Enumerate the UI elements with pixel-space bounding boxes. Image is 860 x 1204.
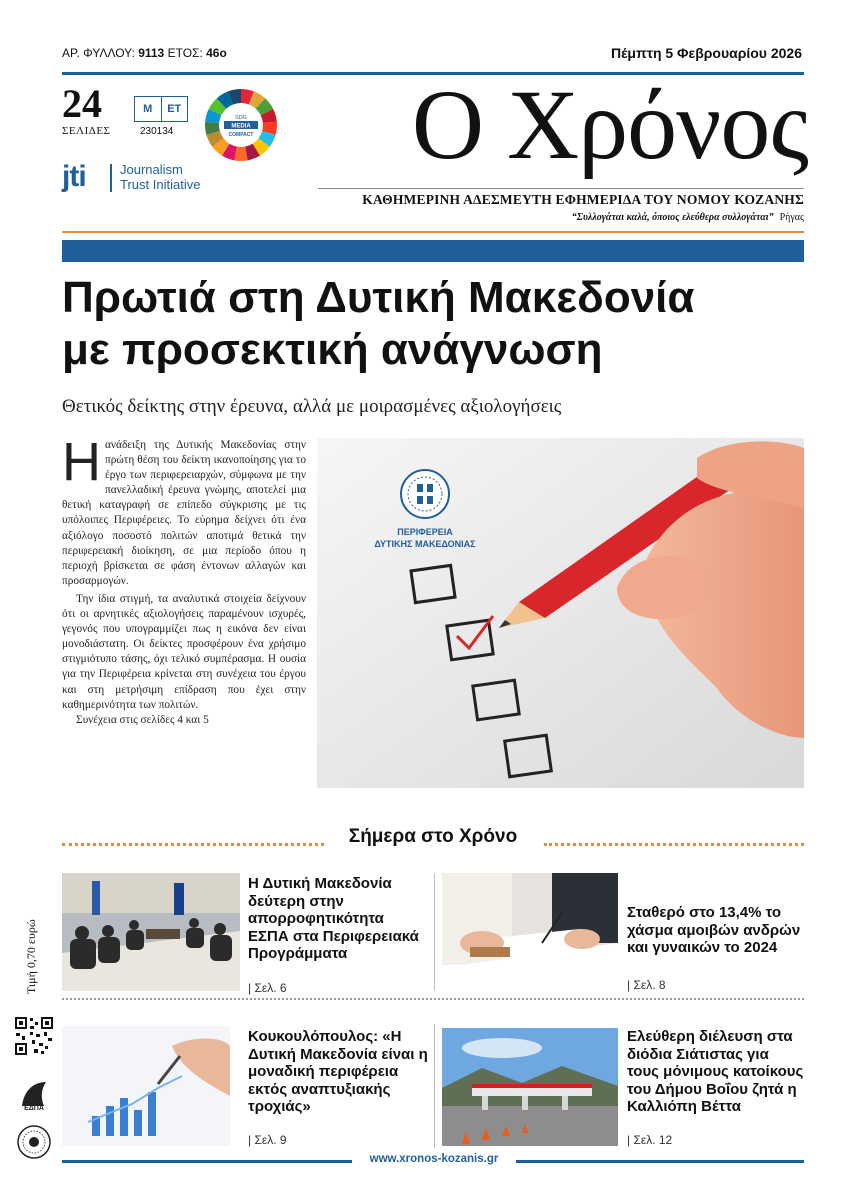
article-paragraph-1-text: ανάδειξη της Δυτικής Μακεδονίας στην πρώτη θέση του δείκτη ικανοποίησης για το έργο των περιφερειαρχών, σύμφωνα με την πανελλαδική έρευνα γνώμης, αποτελεί μια θετική καταγραφή σε επίπεδο σύγκρισης με τις υπόλοιπες Περιφέρειες. Το εύρημα δείχνει ότι ένα αξιόλογο ποσοστό πολιτών αποτιμά θετικά την περιφερειακή διοίκηση, σε μια περίοδο όπου η περιοχή βρίσκεται σε φάση έντονων αλλαγών και προσαρμογών.: [62, 439, 306, 587]
article-paragraph-2: Την ίδια στιγμή, τα αναλυτικά στοιχεία δείχνουν ότι οι αρνητικές αξιολογήσεις παραμένουν ισχυρές, γεγονός που υπογραμμίζει πως η εικόνα δεν είναι μονοδιάστατη. Οι δείκτες προσφέρουν ένα χρήσιμο στιγμιότυπο τάσης, όχι τελικό συμπέρασμα. Η ουσία για την Περιφέρεια κρίνεται στη συνέχεια του έργου και στη μετρήσιμη επίδραση που έχει στην καθημερινότητα των πολιτών.: [62, 592, 306, 711]
issue-number: 9113: [138, 46, 165, 60]
story-2-photo[interactable]: [442, 873, 618, 965]
lead-article: [62, 432, 306, 728]
footer-rule-right: [516, 1160, 804, 1163]
title-underline: [318, 188, 804, 189]
stories-row-divider: [62, 998, 804, 1000]
met-logo: [134, 96, 188, 122]
headline-line1: Πρωτιά στη Δυτική Μακεδονία: [62, 273, 695, 322]
lead-photo: [317, 438, 804, 788]
pages-label: ΣΕΛΙΔΕΣ: [62, 125, 111, 137]
price-text: Τιμή 0,70 ευρώ: [24, 919, 38, 994]
met-left-text: Μ: [143, 103, 153, 115]
jti-divider: [110, 164, 112, 192]
jti-line2: Trust Initiative: [120, 177, 201, 192]
met-right-text: ΕΤ: [161, 97, 188, 121]
story-3-page[interactable]: | Σελ. 9: [248, 1133, 287, 1147]
headline-line2: με προσεκτική ανάγνωση: [62, 325, 603, 374]
story-2-title[interactable]: Σταθερό στο 13,4% το χάσμα αμοιβών ανδρών και γυναικών το 2024: [627, 904, 801, 956]
story-divider-bottom: [434, 1024, 435, 1148]
story-1-title[interactable]: Η Δυτική Μακεδονία δεύτερη στην απορροφητικότητα ΕΣΠΑ στα Περιφερειακά Προγράμματα: [248, 875, 419, 962]
lead-headline: [62, 272, 804, 376]
round-seal-icon: [16, 1124, 52, 1160]
met-code: 230134: [140, 126, 174, 137]
toll-station-image: [442, 1028, 618, 1146]
article-continued: Συνέχεια στις σελίδες 4 και 5: [76, 713, 209, 726]
issue-info: [62, 46, 227, 60]
newspaper-motto: [318, 212, 804, 223]
jti-mark: jti: [62, 160, 86, 193]
checklist-pencil-illustration: [317, 438, 804, 788]
story-3-title[interactable]: Κουκουλόπουλος: «Η Δυτική Μακεδονία είναι η μοναδική περιφέρεια εκτός αναπτυξιακής τροχιάς»: [248, 1028, 428, 1115]
lead-subheadline: Θετικός δείκτης στην έρευνα, αλλά με μοιρασμένες αξιολογήσεις: [62, 396, 562, 417]
pages-count: 24: [62, 81, 102, 126]
charts-report-image: [62, 1026, 230, 1146]
signing-document-image: [442, 873, 618, 965]
story-divider-top: [434, 873, 435, 991]
story-3-photo[interactable]: [62, 1026, 230, 1146]
sdg-media-compact-logo: [204, 88, 278, 162]
qr-code-icon[interactable]: [14, 1016, 54, 1056]
sdg-line3: COMPACT: [228, 132, 254, 138]
jti-line1: Journalism: [120, 162, 183, 177]
masthead-rule: [62, 231, 804, 233]
greek-emblem-icon: [401, 470, 449, 518]
issue-label: ΑΡ. ΦΥΛΛΟΥ:: [62, 46, 135, 60]
motto-quote: “Συλλογάται καλά, όποιος ελεύθερα συλλογάται”: [571, 212, 774, 223]
year-number: 46ο: [206, 46, 227, 60]
motto-author: Ρήγας: [779, 212, 804, 223]
sdg-line2: MEDIA: [231, 123, 251, 130]
newspaper-title: Ο Χρόνος: [411, 69, 808, 180]
year-label: ΕΤΟΣ:: [167, 46, 203, 60]
article-paragraph-1: [62, 432, 306, 589]
story-4-page[interactable]: | Σελ. 12: [627, 1133, 673, 1147]
edpa-text: ΕΔΠΑ: [24, 1105, 44, 1112]
meeting-photo-image: [62, 873, 240, 991]
jti-logo: [62, 160, 262, 196]
story-2-page[interactable]: | Σελ. 8: [627, 978, 666, 992]
drop-cap: Η: [62, 432, 101, 492]
price-label: [20, 874, 40, 994]
newspaper-subtitle: ΚΑΘΗΜΕΡΙΝΗ ΑΔΕΣΜΕΥΤΗ ΕΦΗΜΕΡΙΔΑ ΤΟΥ ΝΟΜΟΥ ΚΟΖΑΝΗΣ: [362, 192, 804, 207]
photo-label-line1: ΠΕΡΙΦΕΡΕΙΑ: [397, 527, 453, 537]
headline-band: [62, 240, 804, 262]
section-title-text: Σήμερα στο Χρόνο: [337, 826, 529, 847]
footer-rule-left: [62, 1160, 352, 1163]
sdg-line1: SDG: [235, 115, 247, 121]
edpa-logo: [16, 1076, 52, 1112]
story-4-photo[interactable]: [442, 1028, 618, 1146]
website-link[interactable]: www.xronos-kozanis.gr: [369, 1153, 499, 1165]
section-title: [62, 826, 804, 848]
issue-date: Πέμπτη 5 Φεβρουαρίου 2026: [610, 45, 802, 61]
story-1-photo[interactable]: [62, 873, 240, 991]
photo-label-line2: ΔΥΤΙΚΗΣ ΜΑΚΕΔΟΝΙΑΣ: [374, 539, 476, 549]
story-1-page[interactable]: | Σελ. 6: [248, 981, 287, 995]
story-4-title[interactable]: Ελεύθερη διέλευση στα διόδια Σιάτιστας για τους μόνιμους κατοίκους του Δήμου Βοΐου ζητά η Καλλιόπη Βέττα: [627, 1028, 804, 1115]
jti-text: [120, 162, 200, 192]
